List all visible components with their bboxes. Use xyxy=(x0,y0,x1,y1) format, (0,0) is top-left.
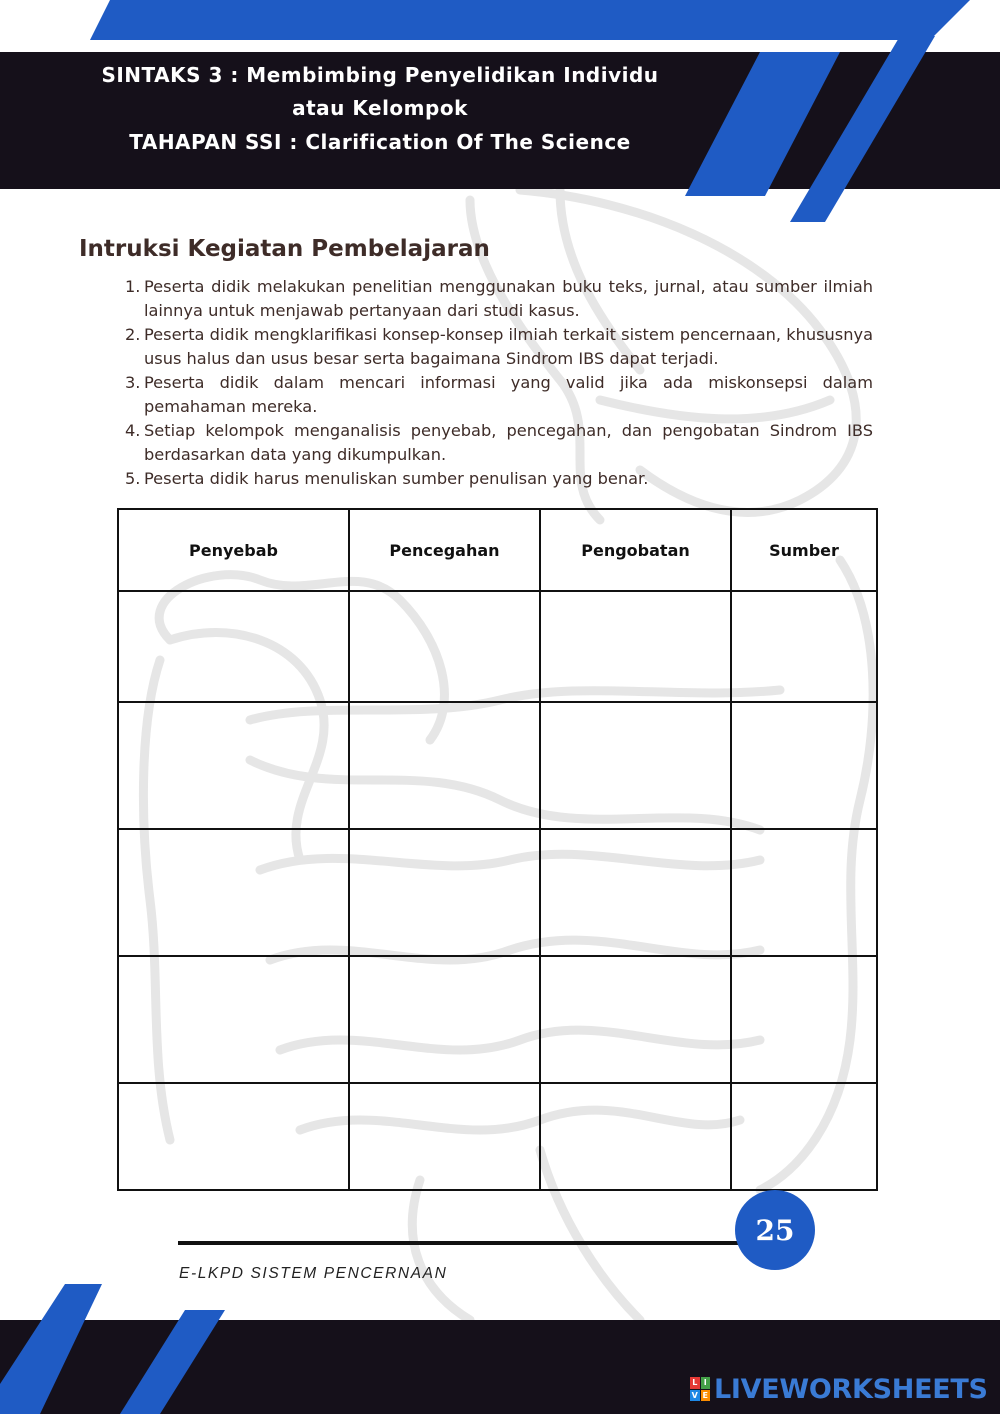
answer-cell-sumber[interactable] xyxy=(731,1083,877,1190)
answer-cell-penyebab[interactable] xyxy=(118,829,349,956)
answer-cell-pencegahan[interactable] xyxy=(349,591,540,702)
footer-divider xyxy=(178,1241,740,1245)
answer-cell-sumber[interactable] xyxy=(731,829,877,956)
answer-cell-penyebab[interactable] xyxy=(118,956,349,1083)
header-blue-band xyxy=(90,0,970,40)
answer-cell-pencegahan[interactable] xyxy=(349,702,540,829)
header-pencegahan: Pencegahan xyxy=(349,509,540,591)
answer-cell-pengobatan[interactable] xyxy=(540,1083,731,1190)
header-sintaks-subtitle: atau Kelompok xyxy=(292,96,468,120)
answer-cell-pengobatan[interactable] xyxy=(540,829,731,956)
page-number-badge: 25 xyxy=(735,1190,815,1270)
header-pengobatan: Pengobatan xyxy=(540,509,731,591)
table-row xyxy=(118,591,877,702)
header-tahapan-title: TAHAPAN SSI : Clarification Of The Science xyxy=(129,130,631,154)
answer-cell-pencegahan[interactable] xyxy=(349,1083,540,1190)
answer-cell-pencegahan[interactable] xyxy=(349,956,540,1083)
instructions-title: Intruksi Kegiatan Pembelajaran xyxy=(79,236,490,262)
answer-table xyxy=(117,508,878,1191)
answer-cell-pencegahan[interactable] xyxy=(349,829,540,956)
table-row xyxy=(118,702,877,829)
header-penyebab: Penyebab xyxy=(118,509,349,591)
answer-cell-pengobatan[interactable] xyxy=(540,702,731,829)
answer-cell-penyebab[interactable] xyxy=(118,1083,349,1190)
liveworksheets-wordmark: LIVEWORKSHEETS xyxy=(714,1373,988,1405)
instruction-item: 5. Peserta didik harus menuliskan sumber penulisan yang benar. xyxy=(125,469,649,488)
answer-cell-penyebab[interactable] xyxy=(118,702,349,829)
header-sintaks-title: SINTAKS 3 : Membimbing Penyelidikan Individu xyxy=(101,63,659,87)
header-sumber: Sumber xyxy=(731,509,877,591)
answer-cell-pengobatan[interactable] xyxy=(540,591,731,702)
instruction-item: 1. Peserta didik melakukan penelitian menggunakan buku teks, jurnal, atau sumber ilmiah lainnya untuk menjawab pertanyaan dari studi kasus. xyxy=(125,277,873,320)
answer-cell-sumber[interactable] xyxy=(731,956,877,1083)
answer-cell-penyebab[interactable] xyxy=(118,591,349,702)
table-row xyxy=(118,956,877,1083)
instruction-item: 3. Peserta didik dalam mencari informasi yang valid jika ada miskonsepsi dalam pemahaman mereka. xyxy=(125,373,873,416)
answer-cell-pengobatan[interactable] xyxy=(540,956,731,1083)
instruction-item: 4. Setiap kelompok menganalisis penyebab, pencegahan, dan pengobatan Sindrom IBS berdasarkan data yang dikumpulkan. xyxy=(125,421,873,464)
footer-label: E-LKPD SISTEM PENCERNAAN xyxy=(179,1265,448,1282)
liveworksheets-logo[interactable] xyxy=(690,1372,988,1406)
liveworksheets-badge-icon: L I V E xyxy=(690,1377,710,1401)
table-row xyxy=(118,1083,877,1190)
table-header-row xyxy=(118,509,877,591)
answer-cell-sumber[interactable] xyxy=(731,702,877,829)
instruction-item: 2. Peserta didik mengklarifikasi konsep-konsep ilmiah terkait sistem pencernaan, khususnya usus halus dan usus besar serta bagaimana Sindrom IBS dapat terjadi. xyxy=(125,325,873,368)
instructions-list xyxy=(125,275,873,491)
answer-cell-sumber[interactable] xyxy=(731,591,877,702)
table-row xyxy=(118,829,877,956)
